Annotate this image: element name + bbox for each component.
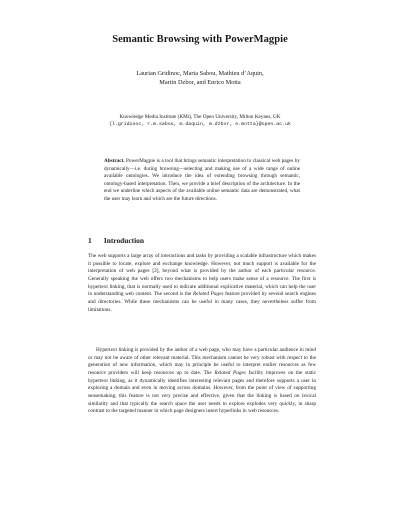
paragraph-2-emphasis: Related Pages [214, 369, 246, 376]
paragraph-2-end: facility improves on the static hypertext linking, as it dynamically identifies interesting relevant pages and therefore supports a user in exploring a domain and even in moving across domains. However, from the point of view of supporting sensemaking, this feature is not very precise and effective, given that the linking is based on lexical similarity and that typically the search space the user needs to explore explodes very quickly, in sharp contrast to the targeted manner in which page designers insert hyperlinks in web resources. [88, 369, 317, 415]
paragraph-2 [88, 347, 316, 416]
author-line-1: Laurian Gridinoc, Marta Sabou, Mathieu d’Aquin, [136, 70, 264, 77]
abstract [104, 158, 300, 204]
paragraph-2-text: Hypertext linking is provided by the author of a web page, who may have a particular audience in mind or may not be aware of other relevant material. This mechanism cannot be very robust with respect to the generation of new information, which may in principle be useful to interpret earlier resources as few resource providers will keep resources up to date. The [88, 347, 316, 376]
author-line-2: Martin Dzbor, and Enrico Motta [159, 78, 241, 86]
affiliation-block [50, 114, 350, 129]
section-number: 1 [88, 236, 92, 245]
author-emails: {l.gridinoc, r.m.sabou, m.daquin, m.dzbor, e.motta}@open.ac.uk [109, 122, 291, 128]
paragraph-1-emphasis: Related Pages [192, 291, 224, 298]
affiliation: Knowledge Media Institute (KMi), The Open University, Milton Keynes, UK [119, 114, 281, 120]
paper-title: Semantic Browsing with PowerMagpie [112, 34, 288, 45]
section-heading [88, 236, 144, 245]
abstract-text: PowerMagpie is a tool that brings semantic interpretation to classical web pages by dynamically—i.e. during browsing—selecting and making use of a wide range of online available ontologies. We introduce the idea of extending browsing through semantic, ontology-based interpretation. Then, we provide a brief description of the architecture. In the end we underline which aspects of the available online semantic data are demonstrated, what the user may learn and which are the future directions. [104, 158, 300, 202]
abstract-label: Abstract. [104, 158, 125, 164]
paragraph-1-end: feature provided by several search engines and directories. While these mechanisms can be useful in many cases, they nevertheless suffer from limitations. [88, 291, 317, 313]
paragraph-1-text: The web supports a large array of interactions and tasks by providing a scalable infrastructure which makes it possible to locate, explore and exchange knowledge. However, not much support is available for the interpretation of web pages [2], beyond what is provided by the author of each particular resource. Generally speaking the web offers two mechanisms to help users make sense of a resource. The first is hypertext linking, that is normally used to indicate additional explicative material, which can help the user in understanding web content. The second is the [88, 253, 316, 298]
author-list [60, 70, 340, 87]
section-title: Introduction [103, 236, 144, 245]
paragraph-1 [88, 253, 316, 314]
